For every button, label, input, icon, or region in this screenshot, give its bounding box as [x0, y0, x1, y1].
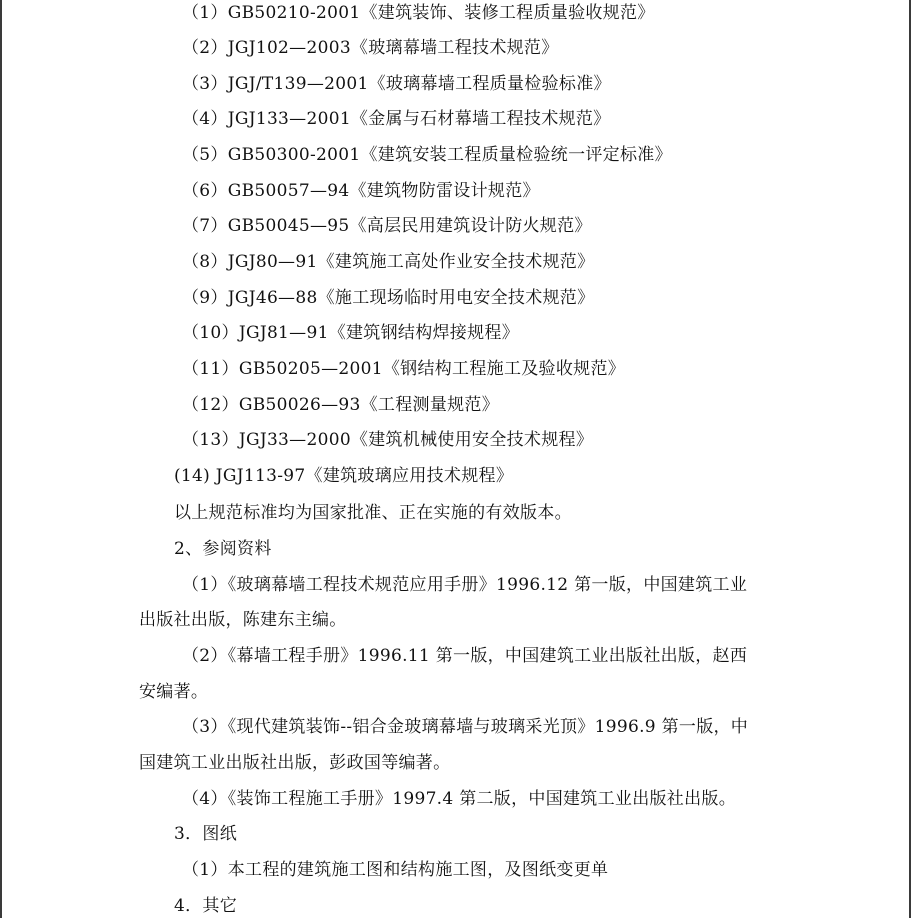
- standard-item-12: （12）GB50026—93《工程测量规范》: [182, 395, 500, 415]
- standard-item-4: （4）JGJ133—2001《金属与石材幕墙工程技术规范》: [182, 109, 611, 129]
- standard-item-13: （13）JGJ33—2000《建筑机械使用安全技术规程》: [182, 430, 594, 450]
- standard-item-6: （6）GB50057—94《建筑物防雷设计规范》: [182, 181, 540, 201]
- reference-3-line-1: （3）《现代建筑装饰--铝合金玻璃幕墙与玻璃采光顶》1996.9 第一版，中: [182, 717, 749, 737]
- standard-item-11: （11）GB50205—2001《钢结构工程施工及验收规范》: [182, 359, 626, 379]
- reference-3-line-2: 国建筑工业出版社出版，彭政国等编著。: [139, 753, 451, 773]
- standard-item-9: （9）JGJ46—88《施工现场临时用电安全技术规范》: [182, 288, 595, 308]
- section-2-heading: 2、参阅资料: [174, 539, 272, 559]
- reference-1-line-2: 出版社出版，陈建东主编。: [139, 610, 347, 630]
- reference-4-line-1: （4）《装饰工程施工手册》1997.4 第二版，中国建筑工业出版社出版。: [182, 789, 737, 809]
- standard-item-2: （2）JGJ102—2003《玻璃幕墙工程技术规范》: [182, 38, 559, 58]
- drawing-item-1: （1）本工程的建筑施工图和结构施工图，及图纸变更单: [182, 860, 609, 880]
- standards-note: 以上规范标准均为国家批准、正在实施的有效版本。: [174, 503, 572, 523]
- standard-item-10: （10）JGJ81—91《建筑钢结构焊接规程》: [182, 323, 520, 343]
- reference-2-line-1: （2）《幕墙工程手册》1996.11 第一版，中国建筑工业出版社出版，赵西: [182, 646, 748, 666]
- reference-1-line-1: （1）《玻璃幕墙工程技术规范应用手册》1996.12 第一版，中国建筑工业: [182, 575, 748, 595]
- standard-item-7: （7）GB50045—95《高层民用建筑设计防火规范》: [182, 216, 592, 236]
- section-3-heading: 3．图纸: [174, 824, 238, 844]
- page-edge-left: [0, 0, 2, 918]
- reference-2-line-2: 安编著。: [139, 682, 209, 702]
- standard-item-5: （5）GB50300-2001《建筑安装工程质量检验统一评定标准》: [182, 145, 672, 165]
- standard-item-14: (14) JGJ113-97《建筑玻璃应用技术规程》: [174, 466, 514, 486]
- standard-item-8: （8）JGJ80—91《建筑施工高处作业安全技术规范》: [182, 252, 595, 272]
- standard-item-1: （1）GB50210-2001《建筑装饰、装修工程质量验收规范》: [182, 3, 655, 23]
- standard-item-3: （3）JGJ/T139—2001《玻璃幕墙工程质量检验标准》: [182, 74, 611, 94]
- section-4-heading: 4．其它: [174, 896, 238, 916]
